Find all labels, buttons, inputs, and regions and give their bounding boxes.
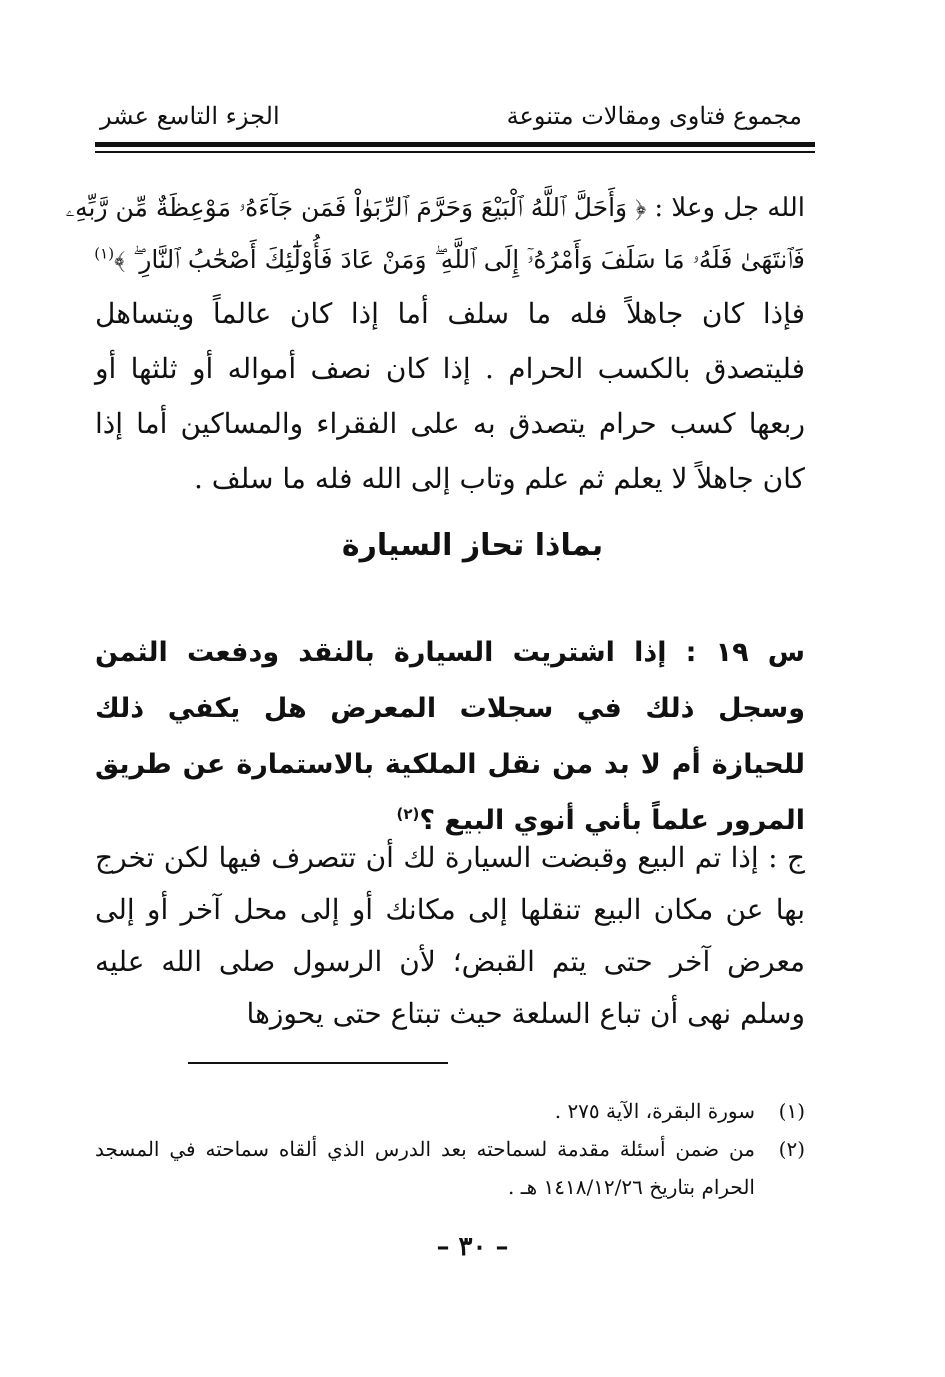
- header-rule-thin: [95, 151, 815, 153]
- footnote-text-2: من ضمن أسئلة مقدمة لسماحته بعد الدرس الذي ألقاه سماحته في المسجد الحرام بتاريخ ١٤١٨/١٢/٢٦ هـ .: [95, 1137, 755, 1199]
- footnotes: [95, 1092, 805, 1206]
- footnote-ref-1: (١): [94, 244, 115, 263]
- volume-title: الجزء التاسع عشر: [100, 102, 280, 130]
- footnote-rule: [188, 1062, 448, 1064]
- section-heading: بماذا تحاز السيارة: [341, 528, 604, 563]
- book-title: مجموع فتاوى ومقالات متنوعة: [506, 102, 802, 130]
- footnote-ref-2: (٢): [396, 805, 420, 823]
- quran-verse: [65, 182, 805, 286]
- footnote-marker-1: (١): [778, 1099, 805, 1123]
- header-rule-thick: [95, 142, 815, 147]
- footnote-text-1: سورة البقرة، الآية ٢٧٥ .: [554, 1099, 755, 1123]
- verse-line-2: [95, 234, 805, 286]
- verse-text-1: ﴿ وَأَحَلَّ ٱللَّهُ ٱلْبَيْعَ وَحَرَّمَ ٱلرِّبَوٰاْ فَمَن جَآءَهُۥ مَوْعِظَةٌ مِّن رَّبِّهِۦ: [65, 193, 647, 222]
- footnote-marker-2: (٢): [778, 1137, 805, 1161]
- page-number: – ٣٠ –: [436, 1232, 509, 1262]
- footnote-1: [95, 1092, 805, 1130]
- footnote-2: [95, 1130, 805, 1206]
- paragraph-1: فإذا كان جاهلاً فله ما سلف أما إذا كان عالماً ويتساهل فليتصدق بالكسب الحرام . إذا كان نصف أمواله أو ثلثها أو ربعها كسب حرام يتصدق به على الفقراء والمساكين أما إذا كان جاهلاً لا يعلم ثم علم وتاب إلى الله فله ما سلف .: [95, 297, 805, 495]
- question-text: س ١٩ : إذا اشتريت السيارة بالنقد ودفعت الثمن وسجل ذلك في سجلات المعرض هل يكفي ذلك للحيازة أم لا بد من نقل الملكية بالاستمارة عن طريق المرور علماً بأني أنوي البيع ؟: [95, 637, 805, 836]
- verse-line-1: [65, 182, 805, 234]
- verse-intro: الله جل وعلا :: [654, 193, 805, 223]
- verse-text-2: فَٱنتَهَىٰ فَلَهُۥ مَا سَلَفَ وَأَمْرُهُۥٓ إِلَى ٱللَّهِ ۖ وَمَنْ عَادَ فَأُوْلَٰٓئِكَ أَصْحَٰبُ ٱلنَّارِ ۖ ﴾: [114, 245, 805, 274]
- answer-text: ج : إذا تم البيع وقبضت السيارة لك أن تتصرف فيها لكن تخرج بها عن مكان البيع تنقلها إلى مكانك أو إلى محل آخر أو إلى معرض آخر حتى يتم القبض؛ لأن الرسول صلى الله عليه وسلم نهى أن تباع السلعة حيث تبتاع حتى يحوزها: [95, 841, 805, 1030]
- running-header: [100, 96, 802, 136]
- question-19: [95, 625, 805, 849]
